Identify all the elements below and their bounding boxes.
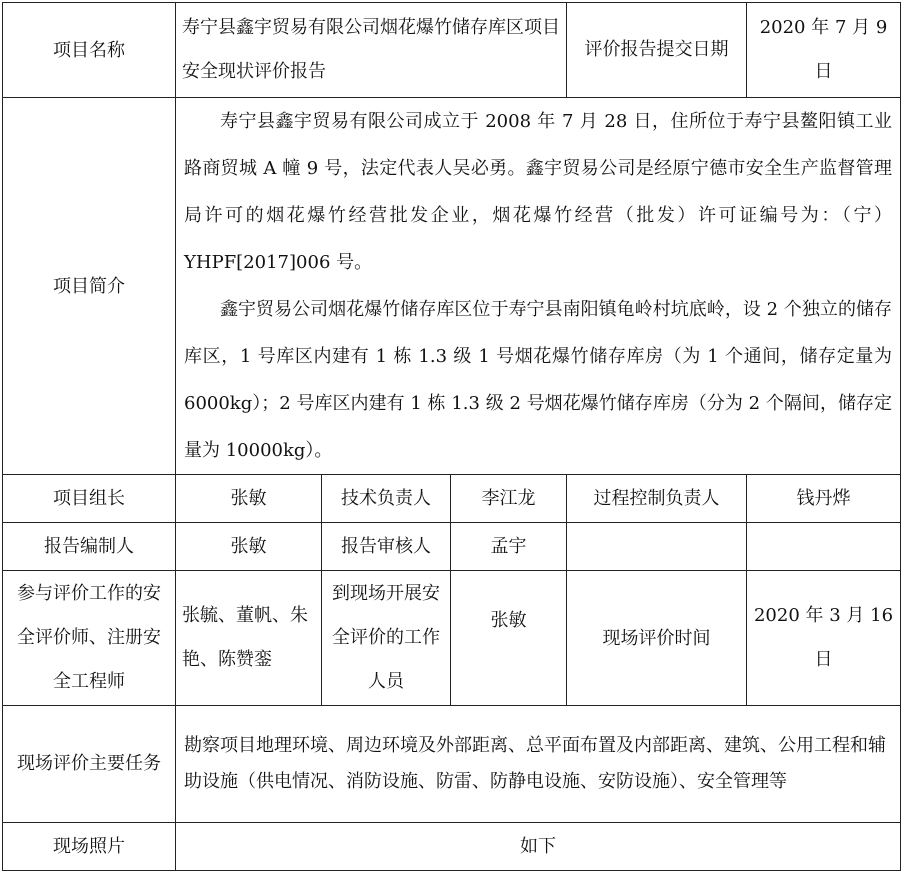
- row-project-leader: [3, 475, 901, 523]
- row-evaluators: [3, 571, 901, 706]
- evaluators-names: 张毓、董帆、朱艳、陈赞銮: [176, 571, 322, 706]
- report-reviewer-value: 孟宇: [451, 523, 567, 571]
- empty-cell: [567, 523, 747, 571]
- project-name-value: 寿宁县鑫宇贸易有限公司烟花爆竹储存库区项目安全现状评价报告: [176, 3, 567, 98]
- report-author-value: 张敏: [176, 523, 322, 571]
- project-leader-value: 张敏: [176, 475, 322, 523]
- main-tasks-label: 现场评价主要任务: [3, 706, 176, 823]
- row-project-intro: [3, 98, 901, 475]
- project-intro-para-1: 寿宁县鑫宇贸易有限公司成立于 2008 年 7 月 28 日，住所位于寿宁县鳌阳镇工业路商贸城 A 幢 9 号，法定代表人吴必勇。鑫宇贸易公司是经原宁德市安全生产监督管理局许可的烟花爆竹经营批发企业，烟花爆竹经营（批发）许可证编号为：（宁）YHPF[2017]006 号。: [184, 111, 893, 273]
- main-tasks-value: 勘察项目地理环境、周边环境及外部距离、总平面布置及内部距离、建筑、公用工程和辅助设施（供电情况、消防设施、防雷、防静电设施、安防设施）、安全管理等: [176, 706, 901, 823]
- project-name-label: 项目名称: [3, 3, 176, 98]
- row-report-author: [3, 523, 901, 571]
- process-control-label: 过程控制负责人: [567, 475, 747, 523]
- site-photos-label: 现场照片: [3, 823, 176, 871]
- onsite-time-value: 2020 年 3 月 16 日: [747, 571, 901, 706]
- row-main-tasks: [3, 706, 901, 823]
- onsite-staff-label: 到现场开展安全评价的工作人员: [322, 571, 451, 706]
- evaluation-info-table: [2, 2, 901, 871]
- onsite-time-label: 现场评价时间: [567, 571, 747, 706]
- onsite-staff-value: 张敏: [451, 571, 567, 706]
- evaluators-label: 参与评价工作的安全评价师、注册安全工程师: [3, 571, 176, 706]
- report-date-value: 2020 年 7 月 9 日: [747, 3, 901, 98]
- report-reviewer-label: 报告审核人: [322, 523, 451, 571]
- report-author-label: 报告编制人: [3, 523, 176, 571]
- site-photos-value: 如下: [176, 823, 901, 871]
- tech-lead-value: 李江龙: [451, 475, 567, 523]
- row-project-name: [3, 3, 901, 98]
- project-leader-label: 项目组长: [3, 475, 176, 523]
- report-date-label: 评价报告提交日期: [567, 3, 747, 98]
- row-site-photos: [3, 823, 901, 871]
- empty-cell: [747, 523, 901, 571]
- project-intro-para-2: 鑫宇贸易公司烟花爆竹储存库区位于寿宁县南阳镇龟岭村坑底岭，设 2 个独立的储存库区，1 号库区内建有 1 栋 1.3 级 1 号烟花爆竹储存库房（为 1 个通间，储存定量为 6000kg）；2 号库区内建有 1 栋 1.3 级 2 号烟花爆竹储存库房（分为 2 个隔间，储存定量为 10000kg）。: [184, 299, 893, 461]
- project-intro-label: 项目简介: [3, 98, 176, 475]
- tech-lead-label: 技术负责人: [322, 475, 451, 523]
- process-control-value: 钱丹烨: [747, 475, 901, 523]
